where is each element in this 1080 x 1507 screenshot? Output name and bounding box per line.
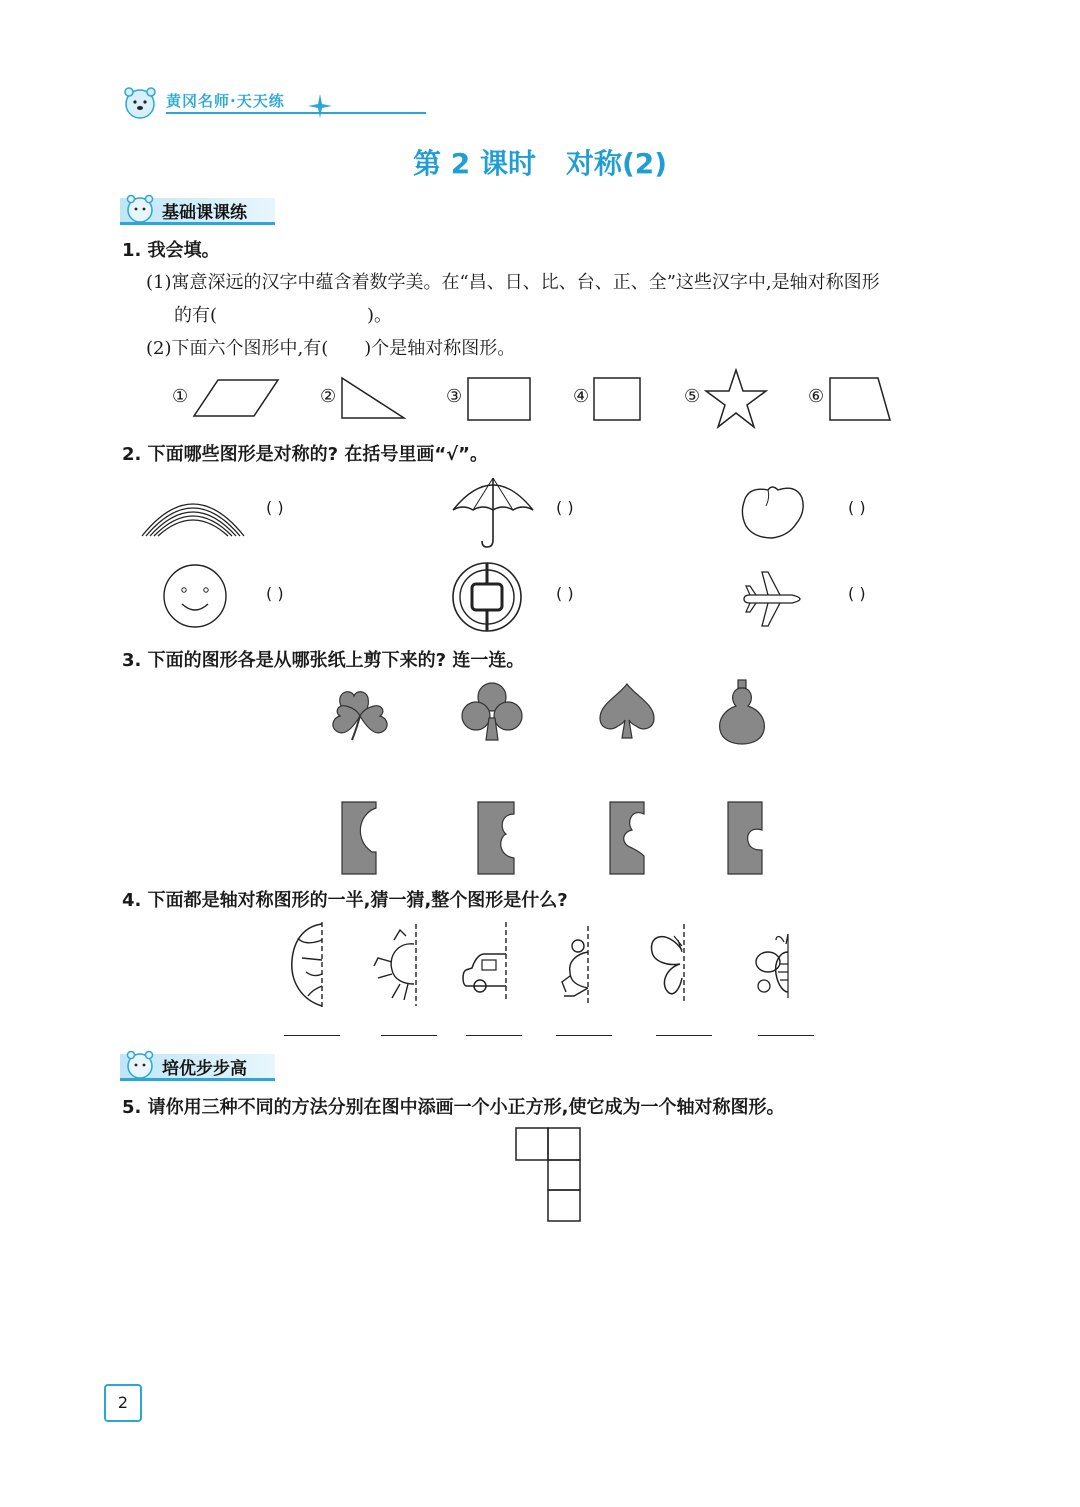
q2-answer-paren-umbrella[interactable]: ( ) <box>556 498 574 517</box>
folded-paper-3 <box>608 800 646 876</box>
q3-title: 3. 下面的图形各是从哪张纸上剪下来的? 连一连。 <box>122 650 525 671</box>
leaf-icon <box>738 482 808 540</box>
folded-paper-2 <box>476 800 516 876</box>
shape-label-1: ① <box>172 386 189 407</box>
spade-icon <box>596 682 658 740</box>
brand-text: 黄冈名师·天天练 <box>166 92 285 110</box>
section-label: 培优步步高 <box>162 1059 247 1079</box>
answer-line-1[interactable] <box>284 1035 340 1036</box>
club-icon <box>460 680 524 742</box>
q1-sub1-prefix: 的有( <box>174 305 218 326</box>
right-triangle-shape <box>340 376 406 422</box>
lesson-title <box>0 142 1080 182</box>
q1-sub2-prefix: (2)下面六个图形中,有( <box>146 338 329 359</box>
star-shape <box>704 368 768 430</box>
square-shape <box>592 376 642 422</box>
section-label: 基础课课练 <box>162 203 247 223</box>
bee-half-icon <box>748 930 794 1000</box>
q1-sub1-line2 <box>174 301 392 327</box>
answer-line-6[interactable] <box>758 1035 814 1036</box>
rainbow-icon <box>140 480 246 540</box>
car-half-icon <box>460 920 512 1004</box>
umbrella-icon <box>450 474 536 550</box>
coin-icon <box>450 562 524 632</box>
q2-answer-paren-leaf[interactable]: ( ) <box>848 498 866 517</box>
answer-line-2[interactable] <box>381 1035 437 1036</box>
q1-sub2 <box>146 334 515 360</box>
q1-title: 1. 我会填。 <box>122 240 220 261</box>
brand-underline <box>166 112 426 114</box>
rectangle-shape <box>466 376 532 422</box>
q2-answer-paren-airplane[interactable]: ( ) <box>848 584 866 603</box>
q5-title: 5. 请你用三种不同的方法分别在图中添画一个小正方形,使它成为一个轴对称图形。 <box>122 1097 785 1118</box>
q1-sub1-line1: (1)寓意深远的汉字中蕴含着数学美。在“昌、日、比、台、正、全”这些汉字中,是轴对称图形 <box>146 272 880 293</box>
shape-label-2: ② <box>320 386 337 407</box>
answer-line-3[interactable] <box>466 1035 522 1036</box>
q2-answer-paren-rainbow[interactable]: ( ) <box>266 498 284 517</box>
q2-title: 2. 下面哪些图形是对称的? 在括号里画“√”。 <box>122 444 489 465</box>
folded-paper-1 <box>340 800 378 876</box>
lesson-topic: 对称(2) <box>565 147 668 180</box>
shape-label-4: ④ <box>573 386 590 407</box>
butterfly-half-icon <box>644 922 690 1004</box>
bear-logo-icon <box>118 84 162 120</box>
crab-half-icon <box>370 922 422 1008</box>
q2-answer-paren-coin[interactable]: ( ) <box>556 584 574 603</box>
lesson-number: 第 2 课时 <box>412 147 536 180</box>
page-number: 2 <box>104 1384 142 1422</box>
parallelogram-shape <box>192 376 282 422</box>
shape-label-3: ③ <box>446 386 463 407</box>
brand-header <box>118 84 338 120</box>
shape-label-6: ⑥ <box>808 386 825 407</box>
frog-half-icon <box>556 922 596 1006</box>
bear-icon <box>122 1048 158 1080</box>
sparkle-icon <box>308 94 332 118</box>
square-grid-figure <box>514 1126 582 1224</box>
section-banner-advanced <box>120 1048 280 1080</box>
answer-line-5[interactable] <box>656 1035 712 1036</box>
section-banner-basic <box>120 192 280 224</box>
q1-sub2-suffix: )个是轴对称图形。 <box>364 338 516 359</box>
trapezoid-shape <box>828 376 894 422</box>
smiley-face-icon <box>160 564 230 628</box>
folded-paper-4 <box>726 800 764 876</box>
gourd-icon <box>714 678 770 746</box>
bear-icon <box>122 192 158 224</box>
answer-line-4[interactable] <box>556 1035 612 1036</box>
q1-sub1-suffix: )。 <box>367 305 393 326</box>
q4-title: 4. 下面都是轴对称图形的一半,猜一猜,整个图形是什么? <box>122 890 568 911</box>
opera-mask-half-icon <box>288 920 330 1010</box>
q2-answer-paren-smiley[interactable]: ( ) <box>266 584 284 603</box>
shape-label-5: ⑤ <box>684 386 701 407</box>
shamrock-icon <box>330 686 390 742</box>
airplane-icon <box>742 570 802 628</box>
